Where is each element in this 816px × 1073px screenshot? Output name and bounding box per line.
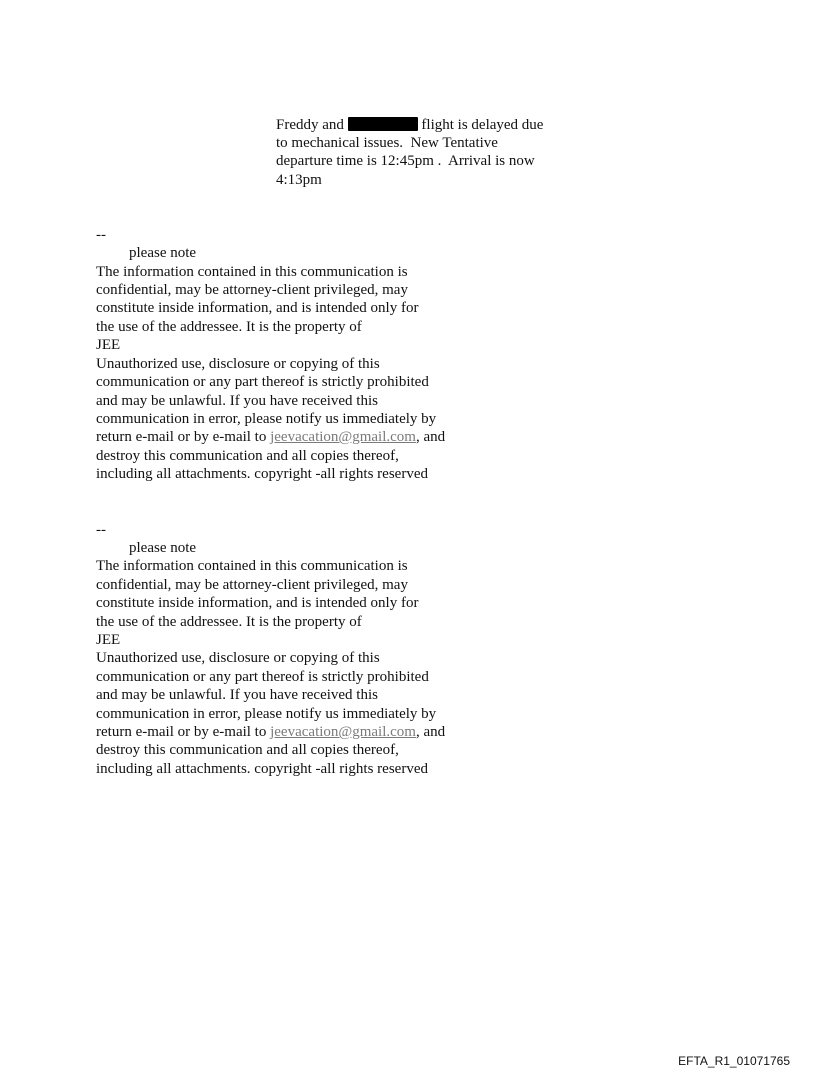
disclaimer-line: communication or any part thereof is strictly prohibited [96, 669, 429, 685]
disclaimer-line: communication in error, please notify us immediately by [96, 706, 437, 722]
disclaimer-line: Unauthorized use, disclosure or copying of this [96, 650, 380, 666]
disclaimer-text: return e-mail or by e-mail to [96, 429, 271, 445]
message-line-4: 4:13pm [276, 172, 322, 188]
disclaimer-line [96, 428, 445, 446]
signature-separator: -- [96, 227, 106, 243]
document-id: EFTA_R1_01071765 [678, 1054, 790, 1068]
disclaimer-line: confidential, may be attorney-client privileged, may [96, 282, 408, 298]
disclaimer-line [96, 723, 445, 741]
disclaimer-line: communication in error, please notify us immediately by [96, 411, 437, 427]
disclaimer-line: communication or any part thereof is strictly prohibited [96, 374, 429, 390]
disclaimer-line: constitute inside information, and is intended only for [96, 300, 419, 316]
disclaimer-line: destroy this communication and all copies thereof, [96, 448, 399, 464]
message-text: Freddy and [276, 117, 348, 133]
disclaimer-line: the use of the addressee. It is the property of [96, 319, 362, 335]
disclaimer-heading: please note [129, 540, 197, 556]
disclaimer-line: including all attachments. copyright -all rights reserved [96, 761, 428, 777]
message-text: flight is delayed due [417, 117, 544, 133]
disclaimer-line: and may be unlawful. If you have received this [96, 687, 378, 703]
disclaimer-text: , and [415, 429, 446, 445]
disclaimer-line: confidential, may be attorney-client privileged, may [96, 577, 408, 593]
disclaimer-line: constitute inside information, and is intended only for [96, 595, 419, 611]
disclaimer-line: the use of the addressee. It is the property of [96, 614, 362, 630]
message-line-2: to mechanical issues. New Tentative [276, 135, 498, 151]
disclaimer-line: The information contained in this communication is [96, 558, 408, 574]
disclaimer-line: JEE [96, 337, 121, 353]
email-link[interactable]: jeevacation@gmail.com [270, 724, 416, 740]
disclaimer-heading: please note [129, 245, 197, 261]
message-line-1 [276, 116, 543, 134]
disclaimer-line: and may be unlawful. If you have received this [96, 393, 378, 409]
disclaimer-text: return e-mail or by e-mail to [96, 724, 271, 740]
disclaimer-text: , and [415, 724, 446, 740]
disclaimer-line: Unauthorized use, disclosure or copying of this [96, 356, 380, 372]
redaction-block [348, 117, 418, 131]
message-line-3: departure time is 12:45pm . Arrival is now [276, 153, 535, 169]
disclaimer-line: including all attachments. copyright -all rights reserved [96, 466, 428, 482]
disclaimer-line: JEE [96, 632, 121, 648]
disclaimer-line: destroy this communication and all copies thereof, [96, 742, 399, 758]
disclaimer-line: The information contained in this communication is [96, 264, 408, 280]
signature-separator: -- [96, 522, 106, 538]
email-link[interactable]: jeevacation@gmail.com [270, 429, 416, 445]
